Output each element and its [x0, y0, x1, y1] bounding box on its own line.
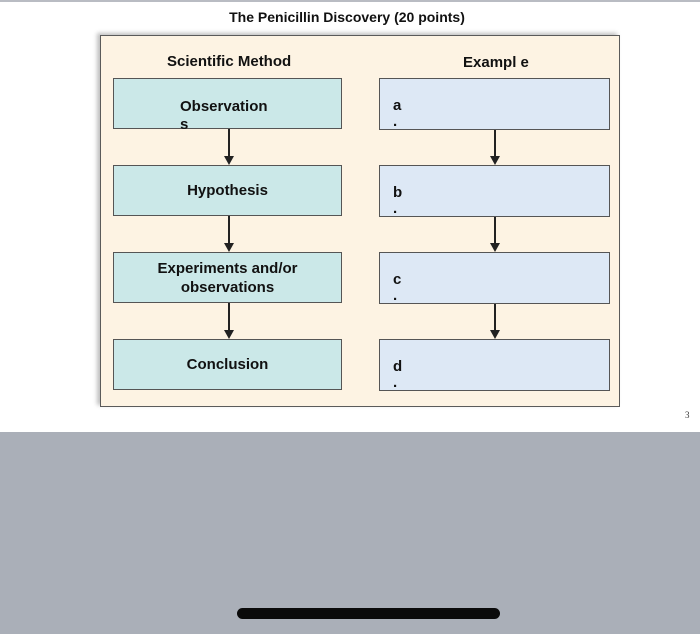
step-hypothesis: [113, 165, 342, 216]
example-d-label: d .: [393, 358, 403, 391]
example-box-b: [379, 165, 610, 217]
scientific-method-diagram: [100, 35, 620, 407]
example-box-a: [379, 78, 610, 130]
example-a-label: a .: [393, 97, 402, 130]
arrow-down-icon: [224, 303, 234, 339]
arrow-down-icon: [490, 304, 500, 339]
document-title: The Penicillin Discovery (20 points): [229, 9, 465, 25]
step-observations-label: Observation s: [180, 98, 268, 133]
step-conclusion-label: Conclusion: [186, 356, 269, 373]
scientific-method-header: Scientific Method: [167, 53, 292, 70]
example-b-label: b .: [393, 184, 403, 217]
step-experiments: [113, 252, 342, 303]
arrow-down-icon: [490, 130, 500, 165]
example-c-label: c .: [393, 271, 402, 304]
arrow-down-icon: [224, 216, 234, 252]
arrow-down-icon: [224, 129, 234, 165]
step-hypothesis-label: Hypothesis: [187, 182, 268, 199]
step-observations: [113, 78, 342, 133]
step-experiments-label: Experiments and/or observations: [157, 259, 298, 296]
example-box-d: [379, 339, 610, 391]
home-indicator[interactable]: [237, 608, 500, 619]
example-box-c: [379, 252, 610, 304]
arrow-down-icon: [490, 217, 500, 252]
page-number: 3: [685, 410, 690, 420]
viewer-background: [0, 432, 700, 634]
step-conclusion: [113, 339, 342, 390]
document-page: [0, 2, 700, 432]
example-header: Exampl e: [463, 54, 529, 71]
